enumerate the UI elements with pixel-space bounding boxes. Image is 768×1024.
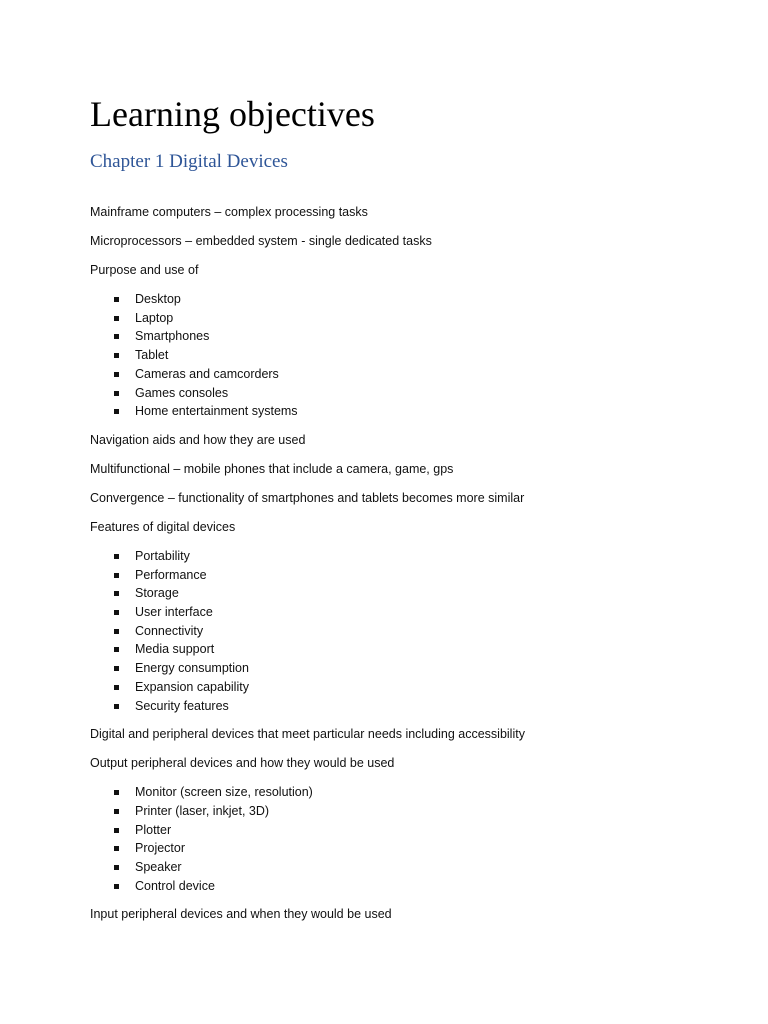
square-bullet-icon — [114, 591, 119, 596]
list-item — [90, 640, 730, 659]
list-item — [90, 384, 730, 403]
list-item-text: Home entertainment systems — [135, 404, 298, 419]
list-item — [90, 622, 730, 641]
list-item-text: Printer (laser, inkjet, 3D) — [135, 803, 270, 818]
square-bullet-icon — [114, 828, 119, 833]
list-item-text: Speaker — [135, 860, 182, 875]
paragraph: Purpose and use of — [90, 263, 199, 277]
list-item-text: Expansion capability — [135, 679, 249, 694]
list-item — [90, 678, 730, 697]
square-bullet-icon — [114, 809, 119, 814]
square-bullet-icon — [114, 790, 119, 795]
paragraph: Output peripheral devices and how they would be used — [90, 756, 395, 771]
paragraph: Navigation aids and how they are used — [90, 432, 306, 447]
square-bullet-icon — [114, 334, 119, 339]
list-item — [90, 309, 730, 328]
list-item — [90, 547, 730, 566]
square-bullet-icon — [114, 372, 119, 377]
paragraph: Microprocessors – embedded system - single dedicated tasks — [90, 234, 432, 248]
list-item — [90, 697, 730, 716]
list-item-text: Security features — [135, 698, 229, 713]
list-item — [90, 402, 730, 421]
list-item — [90, 821, 730, 840]
square-bullet-icon — [114, 685, 119, 690]
list-item — [90, 858, 730, 877]
list-item-text: Control device — [135, 878, 215, 893]
list-item — [90, 783, 730, 802]
bullet-list — [90, 290, 730, 421]
list-item — [90, 566, 730, 585]
list-item-text: Tablet — [135, 348, 169, 363]
bullet-list — [90, 783, 730, 895]
square-bullet-icon — [114, 704, 119, 709]
page-title: Learning objectives — [90, 94, 375, 134]
list-item-text: Portability — [135, 548, 190, 563]
square-bullet-icon — [114, 610, 119, 615]
list-item — [90, 839, 730, 858]
list-item-text: Performance — [135, 567, 207, 582]
square-bullet-icon — [114, 865, 119, 870]
square-bullet-icon — [114, 647, 119, 652]
square-bullet-icon — [114, 391, 119, 396]
square-bullet-icon — [114, 316, 119, 321]
list-item-text: Desktop — [135, 292, 181, 306]
list-item-text: Energy consumption — [135, 661, 249, 676]
list-item-text: User interface — [135, 605, 213, 620]
list-item — [90, 365, 730, 384]
list-item-text: Projector — [135, 841, 186, 856]
list-item-text: Cameras and camcorders — [135, 366, 279, 381]
chapter-heading: Chapter 1 Digital Devices — [90, 151, 288, 172]
list-item — [90, 584, 730, 603]
paragraph: Multifunctional – mobile phones that include a camera, game, gps — [90, 461, 454, 476]
square-bullet-icon — [114, 666, 119, 671]
list-item-text: Laptop — [135, 310, 174, 325]
bullet-list — [90, 547, 730, 715]
list-item-text: Storage — [135, 586, 179, 601]
square-bullet-icon — [114, 884, 119, 889]
list-item — [90, 346, 730, 365]
list-item-text: Plotter — [135, 822, 172, 837]
square-bullet-icon — [114, 297, 119, 302]
square-bullet-icon — [114, 353, 119, 358]
list-item — [90, 659, 730, 678]
list-item — [90, 802, 730, 821]
paragraph: Digital and peripheral devices that meet particular needs including accessibility — [90, 727, 525, 742]
list-item-text: Games consoles — [135, 385, 229, 400]
list-item — [90, 603, 730, 622]
list-item — [90, 290, 730, 309]
list-item — [90, 877, 730, 896]
square-bullet-icon — [114, 573, 119, 578]
document-body — [90, 203, 730, 934]
paragraph: Mainframe computers – complex processing tasks — [90, 205, 368, 219]
list-item-text: Media support — [135, 642, 215, 657]
list-item-text: Connectivity — [135, 623, 204, 638]
paragraph: Input peripheral devices and when they would be used — [90, 907, 392, 922]
list-item-text: Smartphones — [135, 329, 210, 344]
square-bullet-icon — [114, 846, 119, 851]
square-bullet-icon — [114, 629, 119, 634]
paragraph: Features of digital devices — [90, 519, 236, 534]
list-item — [90, 327, 730, 346]
paragraph: Convergence – functionality of smartphones and tablets becomes more similar — [90, 490, 525, 505]
square-bullet-icon — [114, 409, 119, 414]
list-item-text: Monitor (screen size, resolution) — [135, 785, 313, 800]
square-bullet-icon — [114, 554, 119, 559]
